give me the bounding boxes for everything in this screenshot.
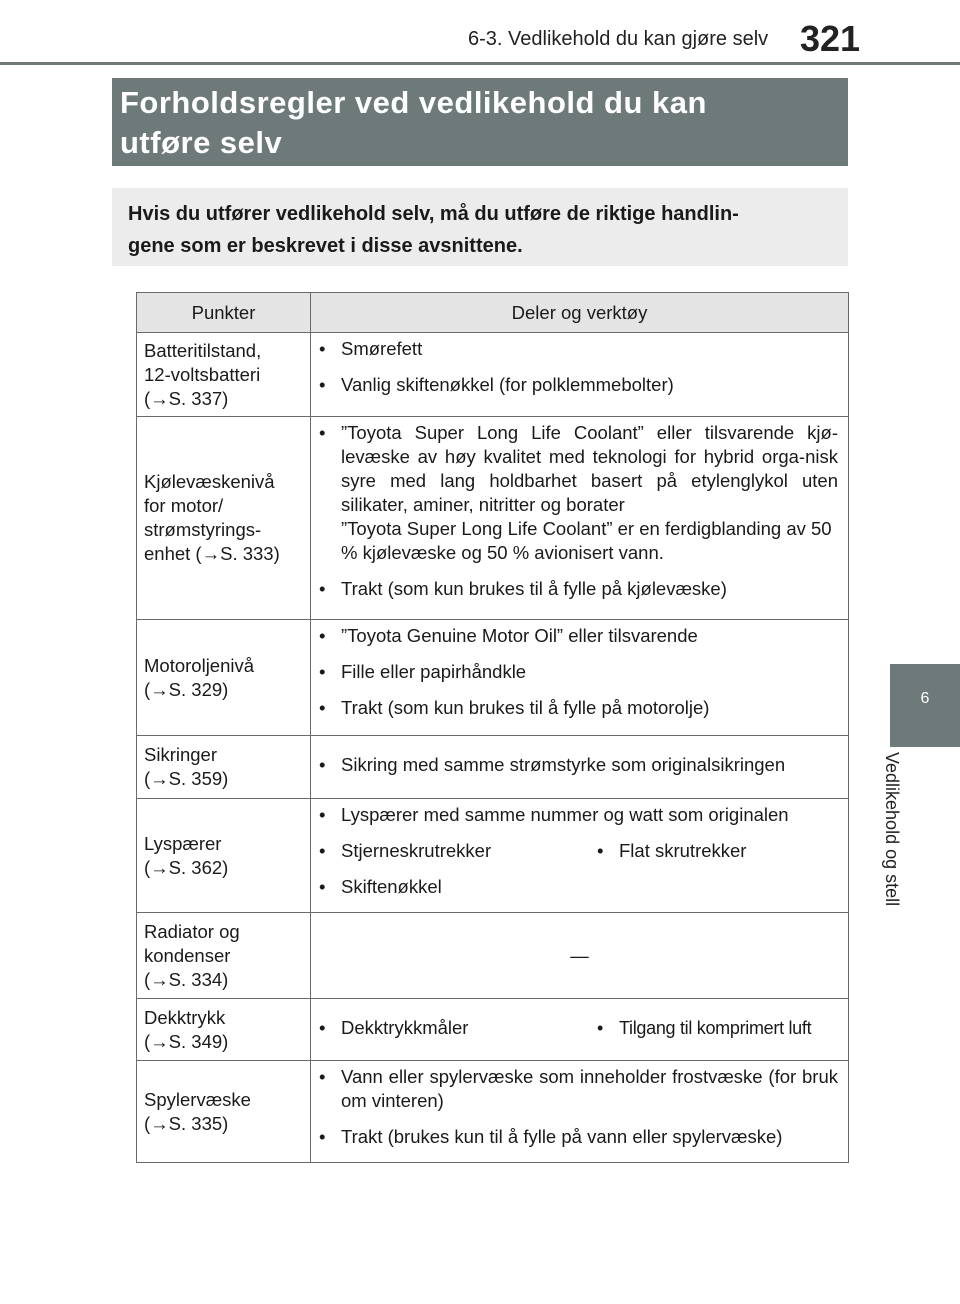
tool-text: Skiftenøkkel [341, 876, 442, 897]
section-title: 6-3. Vedlikehold du kan gjøre selv [468, 28, 769, 50]
chapter-label [881, 752, 933, 936]
tool-text: Stjerneskrutrekker [341, 840, 492, 861]
table-row [137, 999, 849, 1061]
arrow-icon: → [150, 387, 169, 409]
item-cell [137, 417, 311, 620]
item-ref: (→S. 359) [144, 768, 229, 789]
item-line: kondenser [144, 944, 231, 966]
arrow-icon: → [150, 968, 169, 990]
page-ref: S. 362) [168, 856, 229, 878]
tool-text: Vann eller spylervæske som inneholder frostvæske (for bruk om vinteren) [341, 1066, 838, 1111]
tool-bullet [595, 1016, 838, 1040]
parts-table [136, 292, 849, 1163]
table-row [137, 736, 849, 799]
tools-cell [311, 999, 849, 1061]
item-line: Spylervæske [144, 1088, 251, 1110]
bullet-icon: • [319, 338, 326, 359]
bullet-icon: • [319, 754, 326, 775]
item-cell [137, 913, 311, 999]
page-number: 321 [800, 18, 861, 59]
table-header-row [137, 293, 849, 333]
column-header-items: Punkter [137, 293, 311, 333]
arrow-icon: → [150, 1030, 169, 1052]
tool-text: Trakt (som kun brukes til å fylle på kjølevæske) [341, 578, 727, 599]
item-line: Radiator og [144, 920, 240, 942]
item-line: Batteritilstand, [144, 339, 262, 361]
chapter-rule [890, 746, 960, 747]
bullet-icon: • [319, 661, 326, 682]
item-line: Sikringer [144, 744, 217, 765]
bullet-icon: • [319, 625, 326, 646]
tool-text: Lyspærer med samme nummer og watt som originalen [341, 804, 789, 825]
page-ref: S. 337) [168, 387, 229, 409]
arrow-icon: → [150, 768, 169, 789]
tool-text: ”Toyota Super Long Life Coolant” eller tilsvarende kjø-levæske av høy kvalitet med teknologi for hybrid orga-nisk syre med lang holdbarhet basert på etylenglykol uten silikater, aminer, nitritter og borater [341, 422, 838, 515]
tool-text: Flat skrutrekker [619, 840, 747, 861]
item-line: Motoroljenivå [144, 654, 255, 676]
tool-bullet [317, 624, 838, 648]
tool-bullet [317, 839, 595, 863]
tool-bullet-pair [317, 839, 838, 863]
item-ref: (→S. 337) [144, 387, 229, 409]
item-line: enhet ( [144, 543, 202, 564]
tools-cell [311, 799, 849, 913]
intro-box [112, 188, 848, 266]
item-cell [137, 620, 311, 736]
table-row [137, 913, 849, 999]
item-cell [137, 1061, 311, 1163]
item-line: strømstyrings- [144, 519, 262, 540]
bullet-icon: • [319, 1066, 326, 1087]
tool-text: Trakt (brukes kun til å fylle på vann eller spylervæske) [341, 1126, 783, 1147]
tools-cell [311, 620, 849, 736]
item-ref: (→S. 349) [144, 1030, 229, 1052]
arrow-icon: → [150, 1112, 169, 1134]
tools-cell-empty [311, 913, 849, 999]
bullet-icon: • [319, 578, 326, 599]
item-ref [144, 542, 304, 566]
bullet-icon: • [319, 1016, 326, 1038]
arrow-icon: → [201, 543, 221, 564]
tool-bullet [317, 1125, 838, 1149]
bullet-icon: • [319, 374, 326, 395]
item-line: for motor/ [144, 495, 224, 516]
item-cell [137, 736, 311, 799]
tool-bullet [317, 875, 838, 899]
tool-text: Fille eller papirhåndkle [341, 661, 527, 682]
bullet-icon: • [319, 697, 326, 718]
dash-icon: — [570, 944, 589, 966]
intro-line-2: gene som er beskrevet i disse avsnittene. [128, 235, 523, 257]
intro-line-1: Hvis du utfører vedlikehold selv, må du utføre de riktige handlin- [128, 203, 739, 225]
page-ref: S. 335) [168, 1112, 229, 1134]
item-ref: (→S. 334) [144, 968, 229, 990]
table-row [137, 799, 849, 913]
item-cell [137, 999, 311, 1061]
page-ref: S. 349) [168, 1030, 229, 1052]
table-row [137, 1061, 849, 1163]
bullet-icon: • [597, 1017, 604, 1038]
tool-bullet [317, 753, 838, 777]
tool-bullet [317, 1016, 595, 1040]
chapter-number: 6 [920, 690, 930, 707]
page-ref: S. 333) [220, 543, 280, 564]
tool-bullet [317, 373, 838, 397]
tool-note: ”Toyota Super Long Life Coolant” er en ferdigblanding av 50 % kjølevæske og 50 % avionisert vann. [341, 518, 832, 563]
item-cell [137, 333, 311, 417]
page-title [112, 78, 848, 166]
item-line: Lyspærer [144, 832, 222, 854]
tools-cell [311, 333, 849, 417]
bullet-icon: • [319, 876, 326, 897]
table-row [137, 417, 849, 620]
tool-bullet [317, 696, 838, 720]
table-row [137, 333, 849, 417]
item-line: Kjølevæskenivå [144, 471, 275, 492]
arrow-icon: → [150, 856, 169, 878]
item-line: 12-voltsbatteri [144, 363, 261, 385]
arrow-icon: → [150, 678, 169, 700]
bullet-icon: • [319, 1126, 326, 1147]
tool-bullet [317, 803, 838, 827]
tool-text: Sikring med samme strømstyrke som originalsikringen [341, 754, 786, 775]
bullet-icon: • [319, 422, 326, 443]
page-ref: S. 359) [168, 768, 229, 789]
bullet-icon: • [319, 840, 326, 861]
chapter-title: Vedlikehold og stell [882, 752, 902, 907]
title-line-1: Forholdsregler ved vedlikehold du kan [120, 85, 707, 120]
item-cell [137, 799, 311, 913]
tools-cell [311, 417, 849, 620]
page-ref: S. 334) [168, 968, 229, 990]
page-ref: S. 329) [168, 678, 229, 700]
item-line: Dekktrykk [144, 1006, 226, 1028]
tools-cell [311, 736, 849, 799]
tool-bullet [317, 1065, 838, 1113]
title-line-2: utføre selv [120, 125, 283, 160]
tool-text: Smørefett [341, 338, 423, 359]
tool-bullet [317, 421, 838, 565]
table-row [137, 620, 849, 736]
tool-text: ”Toyota Genuine Motor Oil” eller tilsvarende [341, 625, 698, 646]
tool-bullet [595, 839, 838, 863]
item-ref: (→S. 362) [144, 856, 229, 878]
item-ref: (→S. 335) [144, 1112, 229, 1134]
column-header-tools: Deler og verktøy [311, 293, 849, 333]
bullet-icon: • [319, 804, 326, 825]
chapter-tab [890, 664, 960, 746]
tool-bullet [317, 337, 838, 361]
tool-text: Dekktrykkmåler [341, 1016, 469, 1038]
bullet-icon: • [597, 840, 604, 861]
tools-cell [311, 1061, 849, 1163]
tool-bullet [317, 577, 838, 601]
header-rule [0, 62, 960, 65]
tool-text: Tilgang til komprimert luft [619, 1017, 812, 1038]
tool-bullet [317, 660, 838, 684]
tool-text: Vanlig skiftenøkkel (for polklemmebolter) [341, 374, 674, 395]
tool-bullet-pair [317, 1016, 838, 1040]
page-header [0, 0, 960, 62]
tool-text: Trakt (som kun brukes til å fylle på motorolje) [341, 697, 710, 718]
item-ref: (→S. 329) [144, 678, 229, 700]
